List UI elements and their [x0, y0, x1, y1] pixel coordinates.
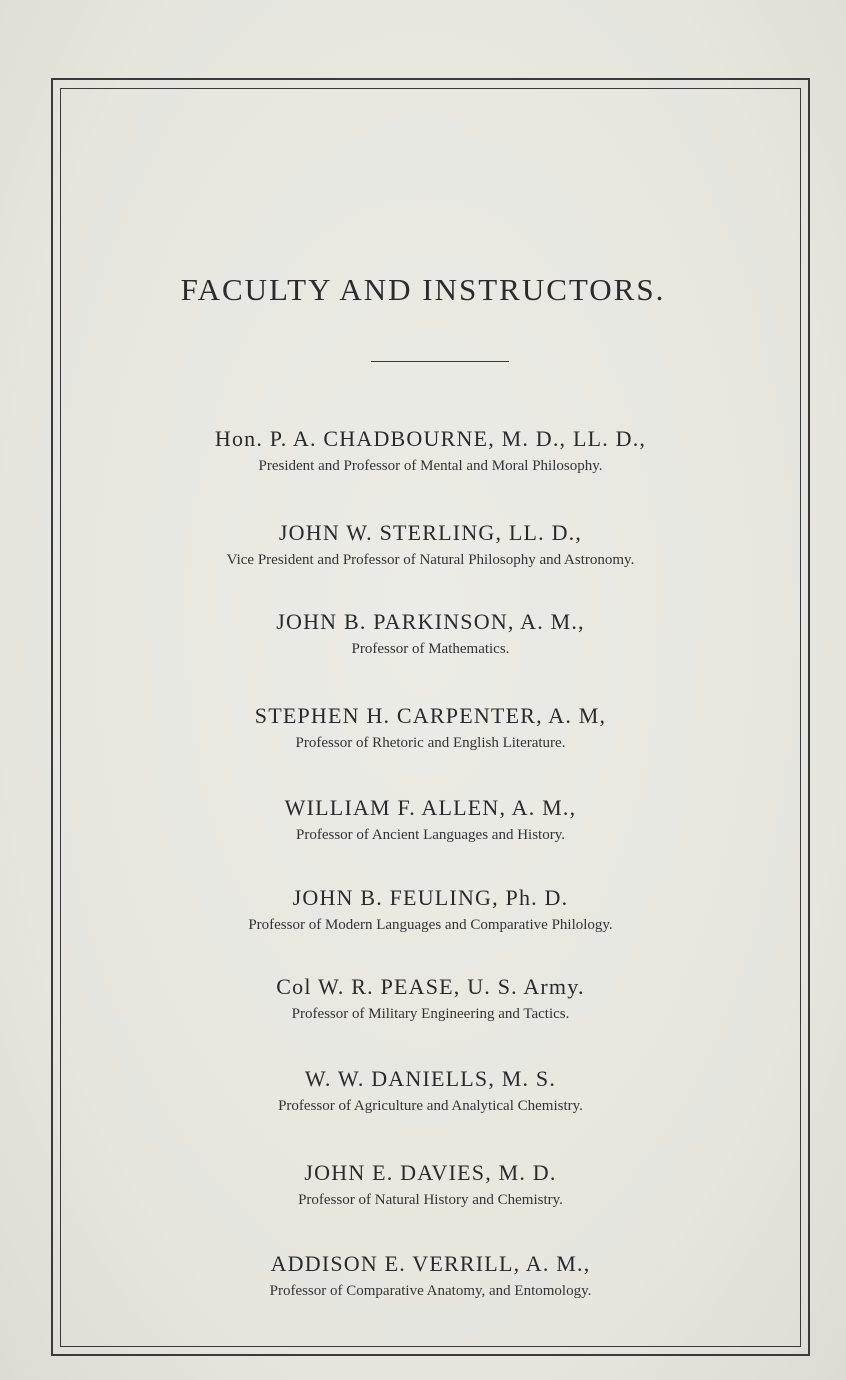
- faculty-name: STEPHEN H. CARPENTER, A. M,: [254, 703, 607, 728]
- faculty-role: President and Professor of Mental and Moral Philosophy.: [258, 458, 603, 474]
- faculty-role: Professor of Comparative Anatomy, and Entomology.: [269, 1283, 592, 1299]
- faculty-role: Professor of Modern Languages and Comparative Philology.: [248, 917, 613, 933]
- faculty-entry: [60, 520, 801, 570]
- faculty-role: Professor of Agriculture and Analytical Chemistry.: [278, 1098, 583, 1114]
- faculty-role: Vice President and Professor of Natural Philosophy and Astronomy.: [226, 552, 635, 568]
- faculty-name: Hon. P. A. CHADBOURNE, M. D., LL. D.,: [214, 426, 647, 451]
- faculty-entry: [60, 974, 801, 1024]
- faculty-entry: [60, 1066, 801, 1116]
- faculty-role: Professor of Rhetoric and English Literature.: [295, 735, 566, 751]
- faculty-role: Professor of Mathematics.: [351, 641, 510, 657]
- faculty-role: Professor of Military Engineering and Tactics.: [291, 1006, 570, 1022]
- faculty-entry: [60, 609, 801, 659]
- faculty-entry: [60, 885, 801, 935]
- faculty-role: Professor of Natural History and Chemistry.: [298, 1192, 563, 1208]
- page-title: FACULTY AND INSTRUCTORS.: [180, 272, 666, 307]
- faculty-name: ADDISON E. VERRILL, A. M.,: [270, 1251, 591, 1276]
- faculty-entry: [60, 1251, 801, 1301]
- title-rule: [371, 361, 509, 362]
- faculty-entry: [60, 1160, 801, 1210]
- faculty-entry: [60, 795, 801, 845]
- faculty-entry: [60, 426, 801, 476]
- faculty-name: Col W. R. PEASE, U. S. Army.: [276, 974, 585, 999]
- faculty-name: W. W. DANIELLS, M. S.: [304, 1066, 557, 1091]
- faculty-name: JOHN B. FEULING, Ph. D.: [292, 885, 569, 910]
- faculty-entry: [60, 703, 801, 753]
- faculty-name: WILLIAM F. ALLEN, A. M.,: [284, 795, 577, 820]
- faculty-name: JOHN W. STERLING, LL. D.,: [278, 520, 583, 545]
- faculty-role: Professor of Ancient Languages and History.: [296, 827, 565, 843]
- faculty-name: JOHN B. PARKINSON, A. M.,: [276, 609, 585, 634]
- faculty-name: JOHN E. DAVIES, M. D.: [304, 1160, 557, 1185]
